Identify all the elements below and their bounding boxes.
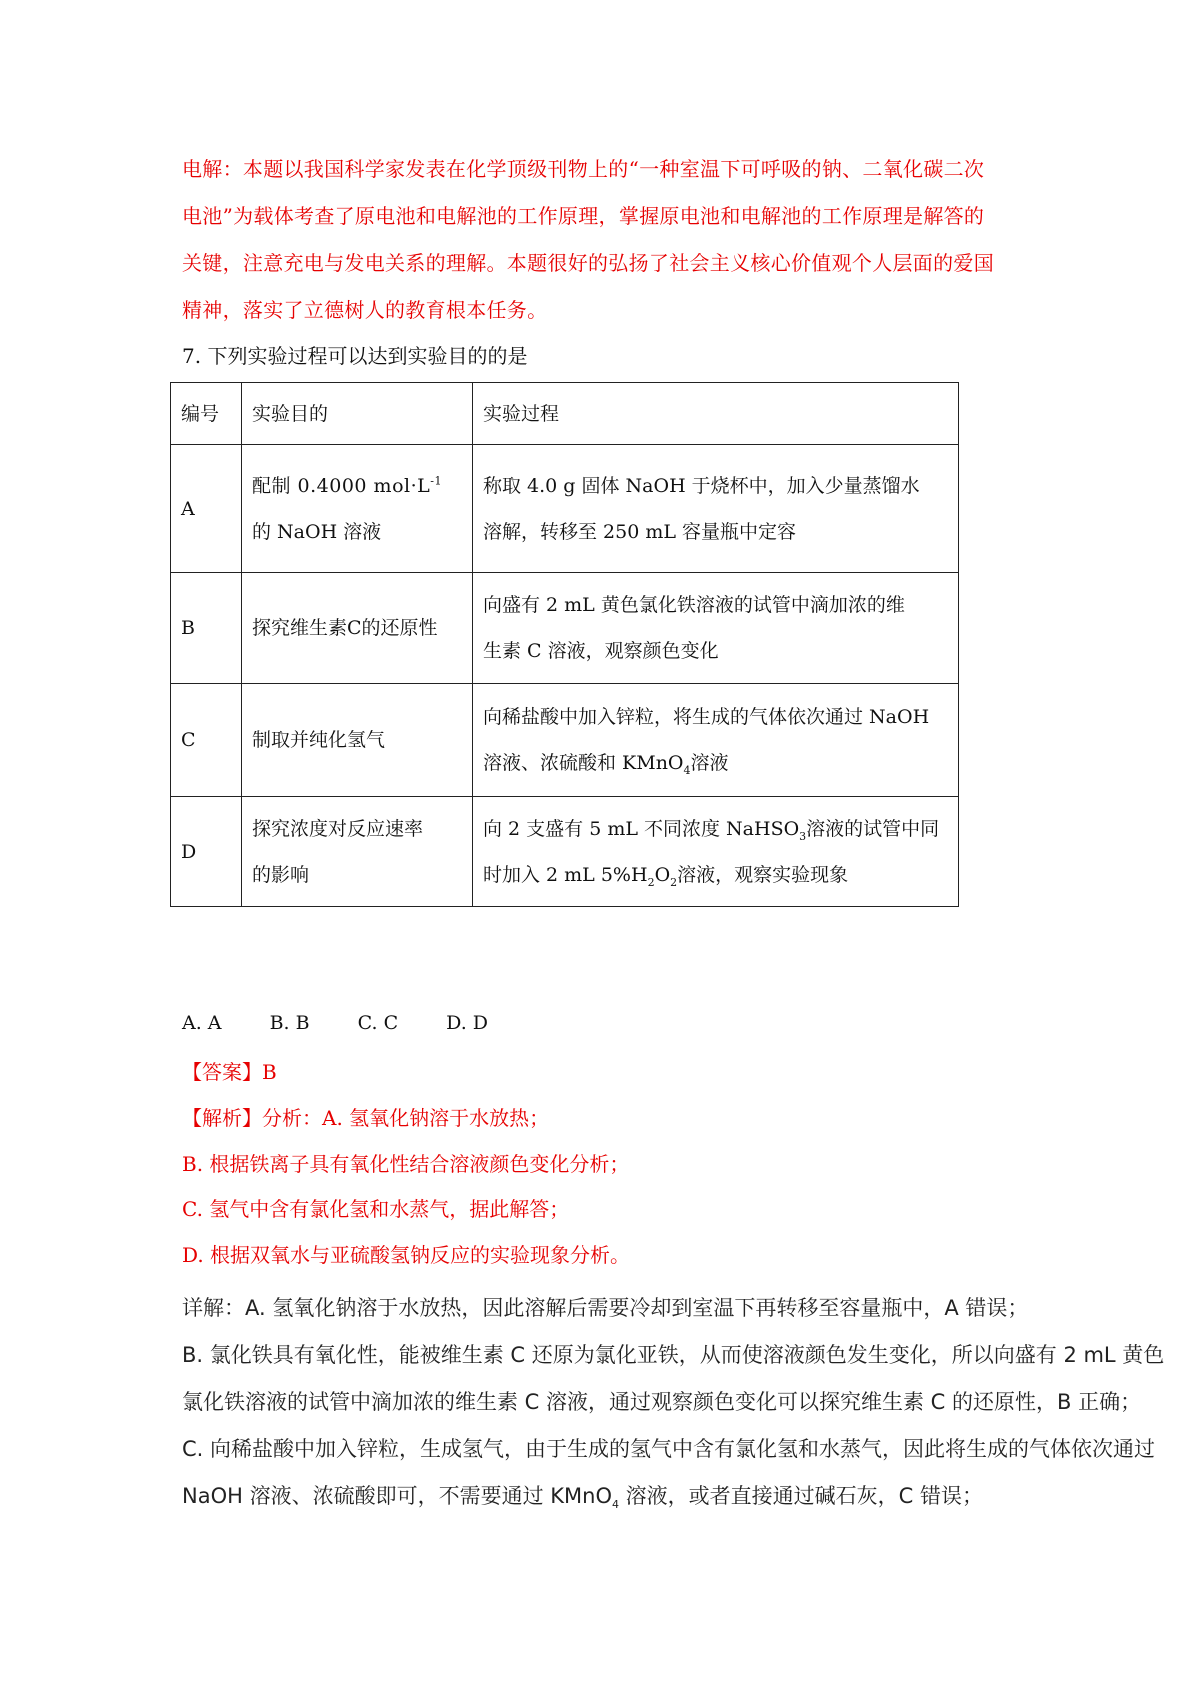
table-header-cell: 实验过程 [473,383,959,445]
process-text: 向稀盐酸中加入锌粒，将生成的气体依次通过 NaOH [483,706,930,728]
subscript: 2 [647,875,655,889]
process-text: 溶液的试管中同 [806,817,940,840]
row-purpose [242,445,473,573]
row-process [473,684,959,797]
subscript: 4 [683,763,691,777]
subscript: 3 [799,829,807,843]
analysis-line: 电解：本题以我国科学家发表在化学顶级刊物上的“一种室温下可呼吸的钠、二氧化碳二次 [182,157,985,181]
table-row [171,797,959,907]
process-text: 溶液，观察实验现象 [677,863,849,886]
detail-text: 溶液，或者直接通过碱石灰，C 错误； [618,1484,983,1508]
choice-d: D. D [446,1012,489,1034]
purpose-text: 探究浓度对反应速率 [252,817,424,840]
analysis-line [182,1102,549,1131]
choice-a: A. A [182,1012,222,1034]
detail-line [182,1473,1162,1520]
process-text: 称取 4.0 g 固体 NaOH 于烧杯中，加入少量蒸馏水 [483,474,920,497]
question-stem: 7. 下列实验过程可以达到实验目的的是 [182,344,528,368]
table-row [171,573,959,684]
purpose-text: 配制 0.4000 mol·L [252,474,431,497]
subscript: 4 [611,1498,619,1512]
analysis-line: D. 根据双氧水与亚硫酸氢钠反应的实验现象分析。 [182,1243,631,1267]
analysis-line: 精神，落实了立德树人的教育根本任务。 [182,298,548,322]
detail-line: C. 向稀盐酸中加入锌粒，生成氢气，由于生成的氢气中含有氯化氢和水蒸气，因此将生成的气体依次通过 [182,1437,1156,1461]
row-id: B [171,573,242,684]
row-id: C [171,684,242,797]
table-row [171,445,959,573]
row-id: A [171,445,242,573]
row-process [473,445,959,573]
table-header-cell: 实验目的 [242,383,473,445]
row-purpose: 探究维生素C的还原性 [242,573,473,684]
analysis-line: B. 根据铁离子具有氧化性结合溶液颜色变化分析； [182,1152,630,1176]
process-text: 向 2 支盛有 5 mL 不同浓度 NaHSO [483,817,800,840]
detail-line: 氯化铁溶液的试管中滴加浓的维生素 C 溶液，通过观察颜色变化可以探究维生素 C 的还原性，B 正确； [182,1390,1142,1414]
row-process [473,797,959,907]
analysis-text: 分析：A. 氢氧化钠溶于水放热； [262,1106,550,1130]
detail-line: 详解：A. 氢氧化钠溶于水放热，因此溶解后需要冷却到室温下再转移至容量瓶中，A 错误； [182,1296,1029,1320]
detail-line: B. 氯化铁具有氧化性，能被维生素 C 还原为氯化亚铁，从而使溶液颜色发生变化，所以向盛有 2 mL 黄色 [182,1343,1165,1367]
analysis-label: 【解析】 [182,1106,262,1130]
analysis-paragraph [182,146,1030,334]
process-text: O [654,863,671,886]
process-text: 溶液、浓硫酸和 KMnO [483,752,684,774]
purpose-text: 的 NaOH 溶液 [252,520,382,543]
analysis-line: 关键，注意充电与发电关系的理解。本题很好的弘扬了社会主义核心价值观个人层面的爱国 [182,251,994,275]
row-process [473,573,959,684]
analysis-line: C. 氢气中含有氯化氢和水蒸气，据此解答； [182,1197,570,1221]
experiment-table [170,382,959,907]
table-header-row [171,383,959,445]
analysis-line: 电池”为载体考查了原电池和电解池的工作原理，掌握原电池和电解池的工作原理是解答的 [182,204,985,228]
row-purpose [242,797,473,907]
answer-label: 【答案】B [182,1060,277,1084]
subscript: 2 [670,875,678,889]
choice-c: C. C [357,1012,399,1034]
detail-text: NaOH 溶液、浓硫酸即可，不需要通过 KMnO [182,1484,612,1508]
table-header-cell: 编号 [171,383,242,445]
row-purpose: 制取并纯化氢气 [242,684,473,797]
detail-explanation [182,1285,1165,1520]
process-text: 时加入 2 mL 5%H [483,863,648,886]
row-id: D [171,797,242,907]
choice-b: B. B [269,1012,310,1034]
process-text: 溶液 [690,752,729,774]
process-text: 生素 C 溶液，观察颜色变化 [483,640,719,662]
table-row [171,684,959,797]
superscript: -1 [430,474,442,488]
answer-choices [182,1012,530,1034]
process-text: 溶解，转移至 250 mL 容量瓶中定容 [483,520,797,543]
process-text: 向盛有 2 mL 黄色氯化铁溶液的试管中滴加浓的维 [483,594,905,616]
purpose-text: 的影响 [252,863,310,886]
